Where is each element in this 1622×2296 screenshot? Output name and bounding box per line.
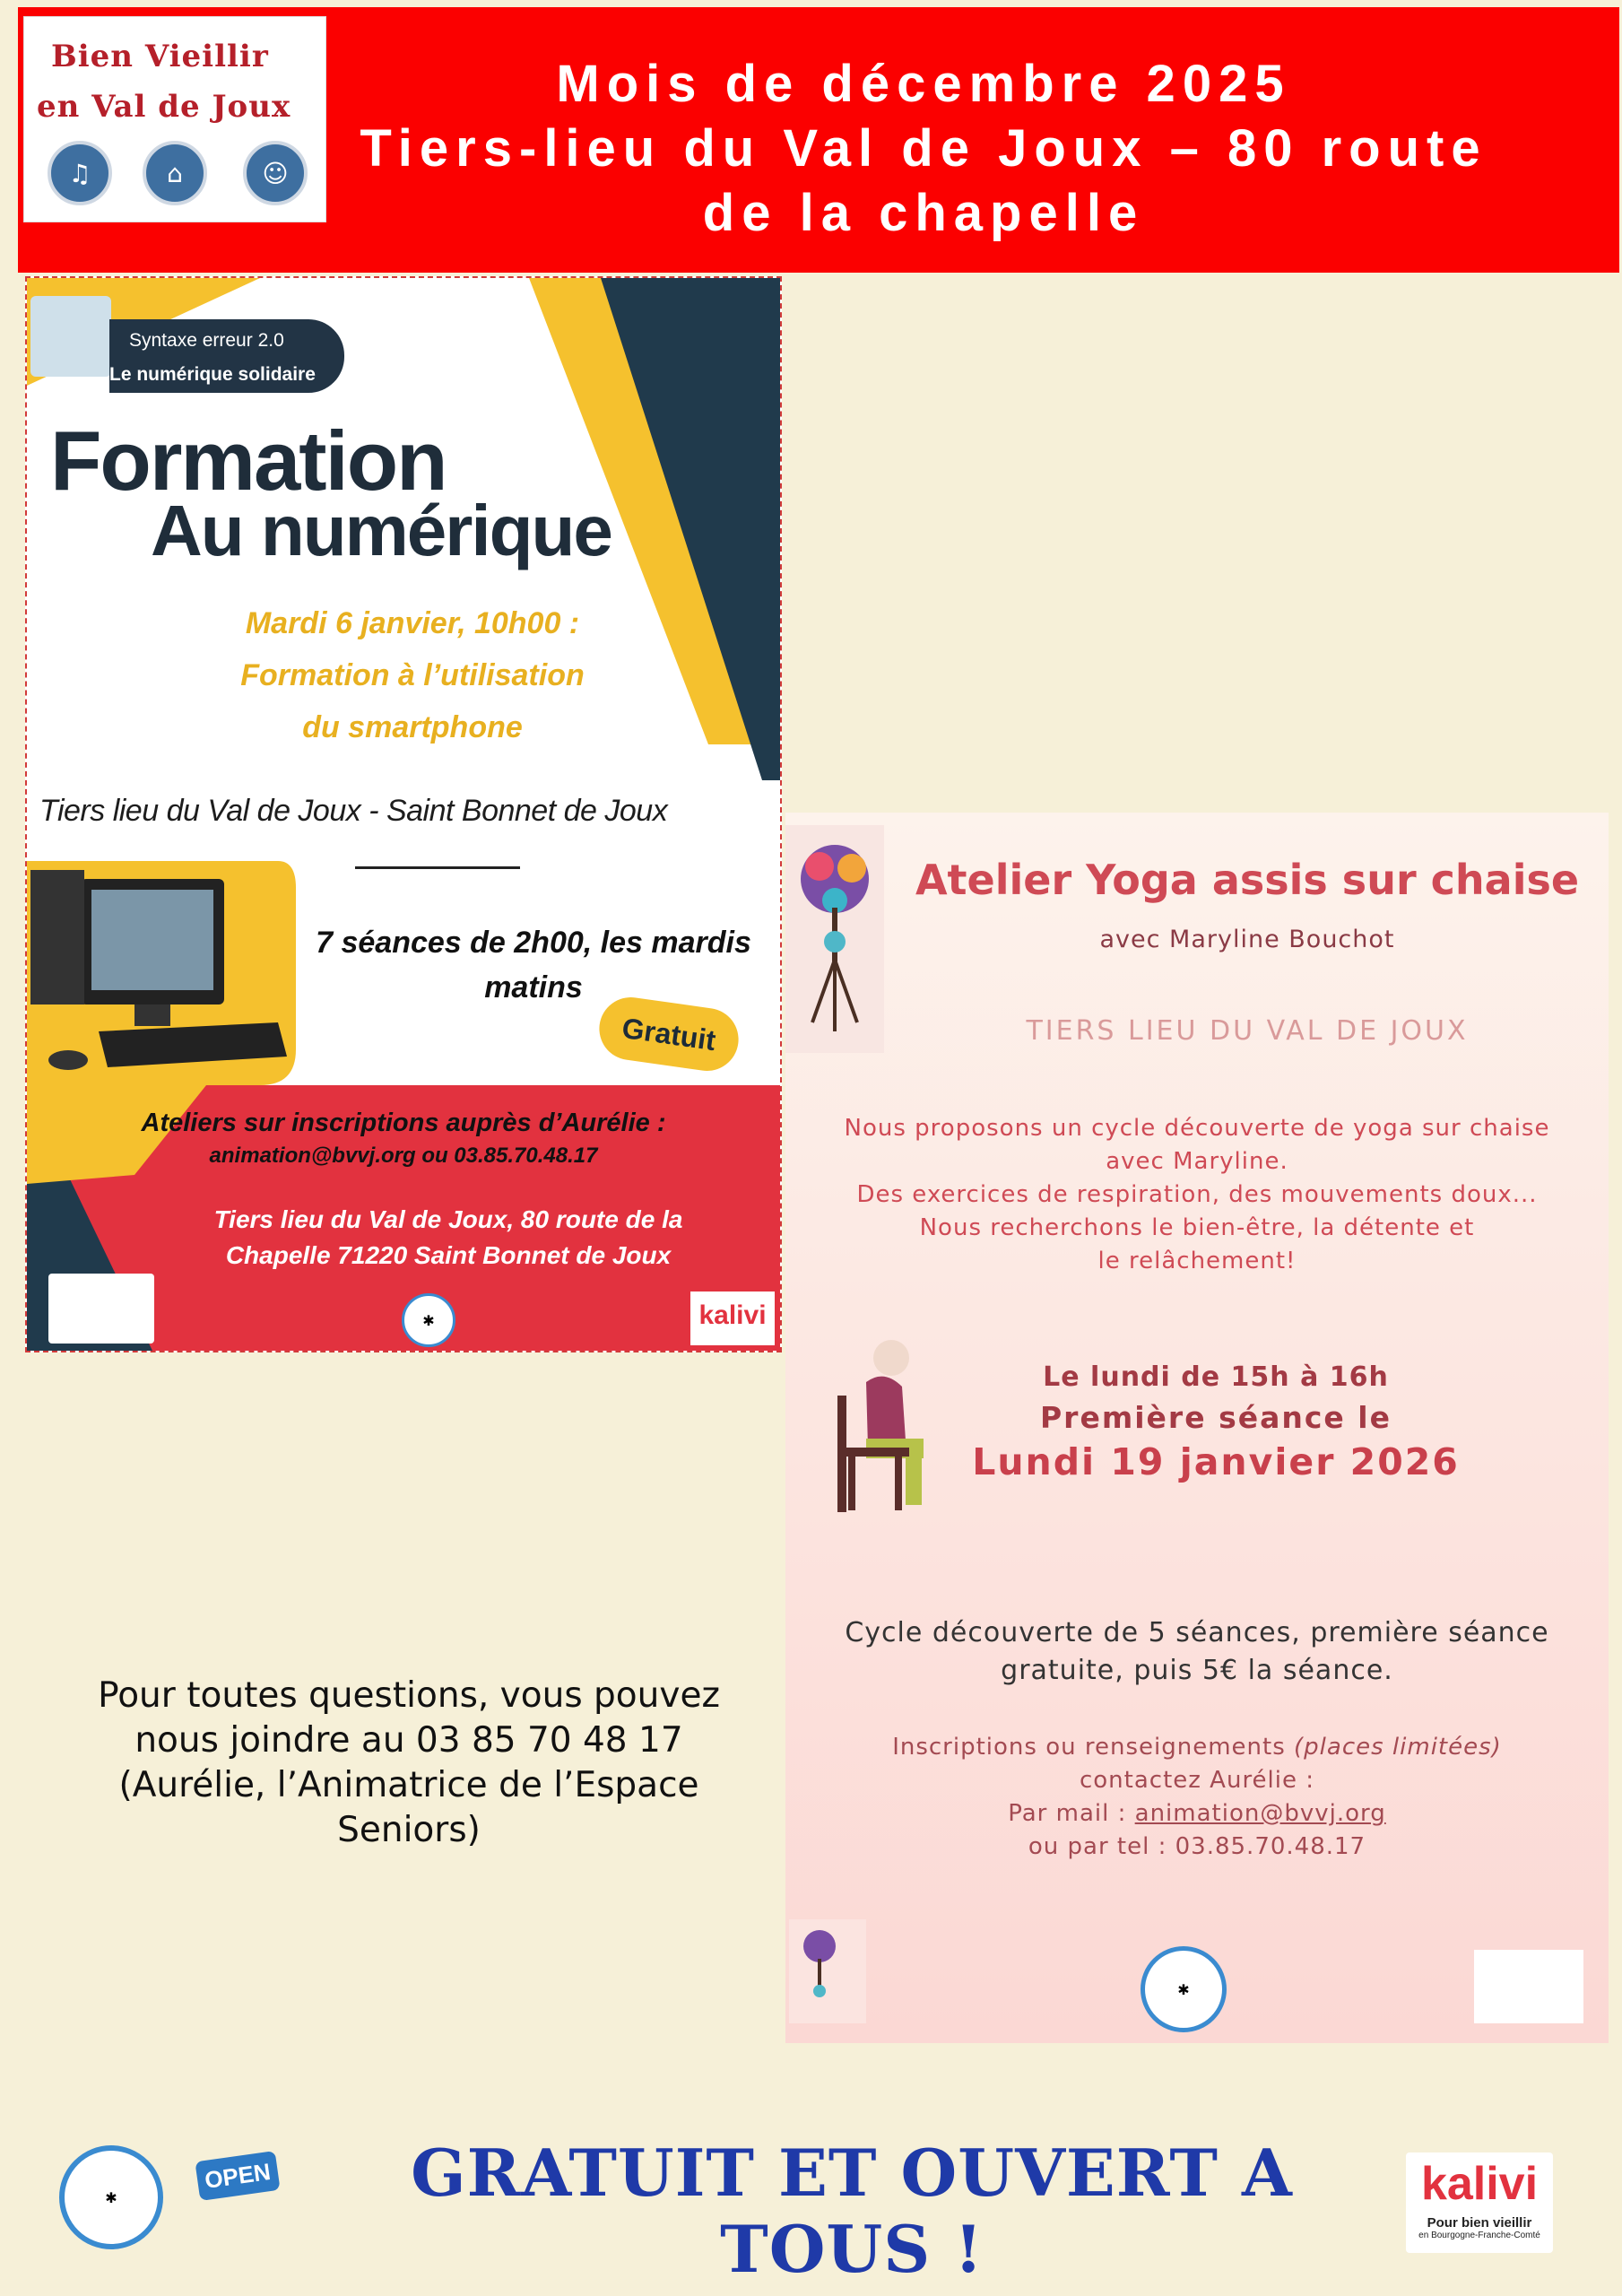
bien-vieillir-logo-yoga <box>1474 1950 1583 2023</box>
logo-line1: Bien Vieillir <box>51 39 269 74</box>
yoga-schedule-block <box>920 1361 1512 1483</box>
formation-title-line1: Formation <box>50 413 447 508</box>
signup-line1: Ateliers sur inscriptions auprès d’Aurélie : <box>141 1109 666 1137</box>
signup-line2: animation@bvvj.org ou 03.85.70.48.17 <box>209 1144 598 1168</box>
poster-yoga <box>785 813 1609 2043</box>
signup-info <box>27 1109 780 1169</box>
questions-line4: Seniors) <box>337 1810 481 1850</box>
kalivi-tagline1: Pour bien vieillir <box>1427 2215 1532 2231</box>
syntaxe-erreur-logo <box>30 296 111 377</box>
tree-icon-small <box>789 1919 866 2023</box>
kalivi-wordmark: kalivi <box>1420 2158 1539 2210</box>
poster-formation-numerique <box>25 276 782 1352</box>
date-line3: du smartphone <box>302 710 523 744</box>
person-icon: ☺ <box>243 141 308 205</box>
desc-line1: Nous proposons un cycle découverte de yoga sur chaise <box>844 1115 1550 1142</box>
yoga-place: TIERS LIEU DU VAL DE JOUX <box>1026 1015 1469 1047</box>
badge-line2: Le numérique solidaire <box>109 364 316 385</box>
contact-mail-link[interactable]: animation@bvvj.org <box>1134 1800 1386 1827</box>
cycle-line2: gratuite, puis 5€ la séance. <box>1001 1655 1393 1686</box>
yoga-cycle-info <box>785 1614 1609 1690</box>
sessions-info <box>296 920 771 1010</box>
kalivi-logo-small: kalivi <box>690 1292 775 1345</box>
bien-vieillir-logo-small <box>48 1274 154 1344</box>
yoga-description <box>785 1112 1609 1278</box>
divider <box>355 866 520 869</box>
yoga-schedule: Le lundi de 15h à 16h <box>1043 1361 1389 1393</box>
conference-financeurs-badge: ✱ <box>402 1293 455 1347</box>
yoga-first-date: Lundi 19 janvier 2026 <box>972 1440 1460 1483</box>
house-icon: ⌂ <box>143 141 207 205</box>
desc-line4: Nous recherchons le bien-être, la détente et <box>919 1214 1475 1241</box>
contact-line2: contactez Aurélie : <box>1079 1767 1315 1794</box>
header-line1: Mois de décembre 2025 <box>556 55 1291 113</box>
cycle-line1: Cycle découverte de 5 séances, première séance <box>845 1617 1549 1648</box>
desc-line3: Des exercices de respiration, des mouvements doux... <box>856 1181 1538 1208</box>
address-line1: Tiers lieu du Val de Joux, 80 route de la <box>213 1205 683 1233</box>
footer-banner: GRATUIT ET OUVERT A TOUS ! <box>411 2135 1293 2287</box>
music-icon: ♫ <box>48 141 112 205</box>
address-line2: Chapelle 71220 Saint Bonnet de Joux <box>225 1241 672 1269</box>
computer-icon <box>27 861 296 1085</box>
yoga-title: Atelier Yoga assis sur chaise <box>915 856 1580 904</box>
header-line3: de la chapelle <box>702 184 1145 242</box>
yoga-contact <box>785 1731 1609 1864</box>
questions-text <box>50 1674 768 1853</box>
desc-line5: le relâchement! <box>1097 1248 1297 1274</box>
desc-line2: avec Maryline. <box>1106 1148 1288 1175</box>
sessions-line1: 7 séances de 2h00, les mardis <box>316 926 751 960</box>
contact-line1-note: (places limitées) <box>1294 1734 1502 1761</box>
questions-line3: (Aurélie, l’Animatrice de l’Espace <box>118 1765 699 1805</box>
logo-line2: en Val de Joux <box>37 89 291 125</box>
badge-line1: Syntaxe erreur 2.0 <box>129 330 284 351</box>
kalivi-tagline2: en Bourgogne-Franche-Comté <box>1418 2231 1540 2240</box>
gratuit-tag: Gratuit <box>595 993 742 1074</box>
senior-yoga-illustration <box>812 1333 938 1512</box>
contact-mail-line: Par mail : animation@bvvj.org <box>1008 1800 1386 1827</box>
address-info <box>126 1202 771 1274</box>
kalivi-logo <box>1406 2152 1553 2253</box>
contact-tel: ou par tel : 03.85.70.48.17 <box>1028 1833 1366 1860</box>
date-line1: Mardi 6 janvier, 10h00 : <box>245 606 580 640</box>
date-line2: Formation à l’utilisation <box>240 658 585 692</box>
syntaxe-erreur-badge <box>109 319 344 393</box>
open-sign: OPEN <box>195 2151 280 2201</box>
tree-icon <box>785 825 884 1053</box>
conference-financeurs-badge-footer: ✱ <box>59 2145 163 2249</box>
yoga-first-label: Première séance le <box>1040 1400 1392 1435</box>
sessions-line2: matins <box>484 970 583 1004</box>
bien-vieillir-logo <box>23 16 326 222</box>
contact-line1: Inscriptions ou renseignements (places limitées) <box>892 1734 1502 1761</box>
formation-date-block <box>188 597 637 753</box>
questions-line1: Pour toutes questions, vous pouvez <box>98 1675 720 1716</box>
header-title <box>341 52 1506 246</box>
conference-financeurs-badge-yoga: ✱ <box>1141 1946 1227 2032</box>
formation-location: Tiers lieu du Val de Joux - Saint Bonnet de Joux <box>39 794 668 828</box>
formation-title-line2: Au numérique <box>151 491 612 570</box>
questions-line2: nous joindre au 03 85 70 48 17 <box>134 1720 683 1761</box>
header-line2: Tiers-lieu du Val de Joux – 80 route <box>360 119 1488 178</box>
yoga-subtitle: avec Maryline Bouchot <box>1099 926 1395 953</box>
